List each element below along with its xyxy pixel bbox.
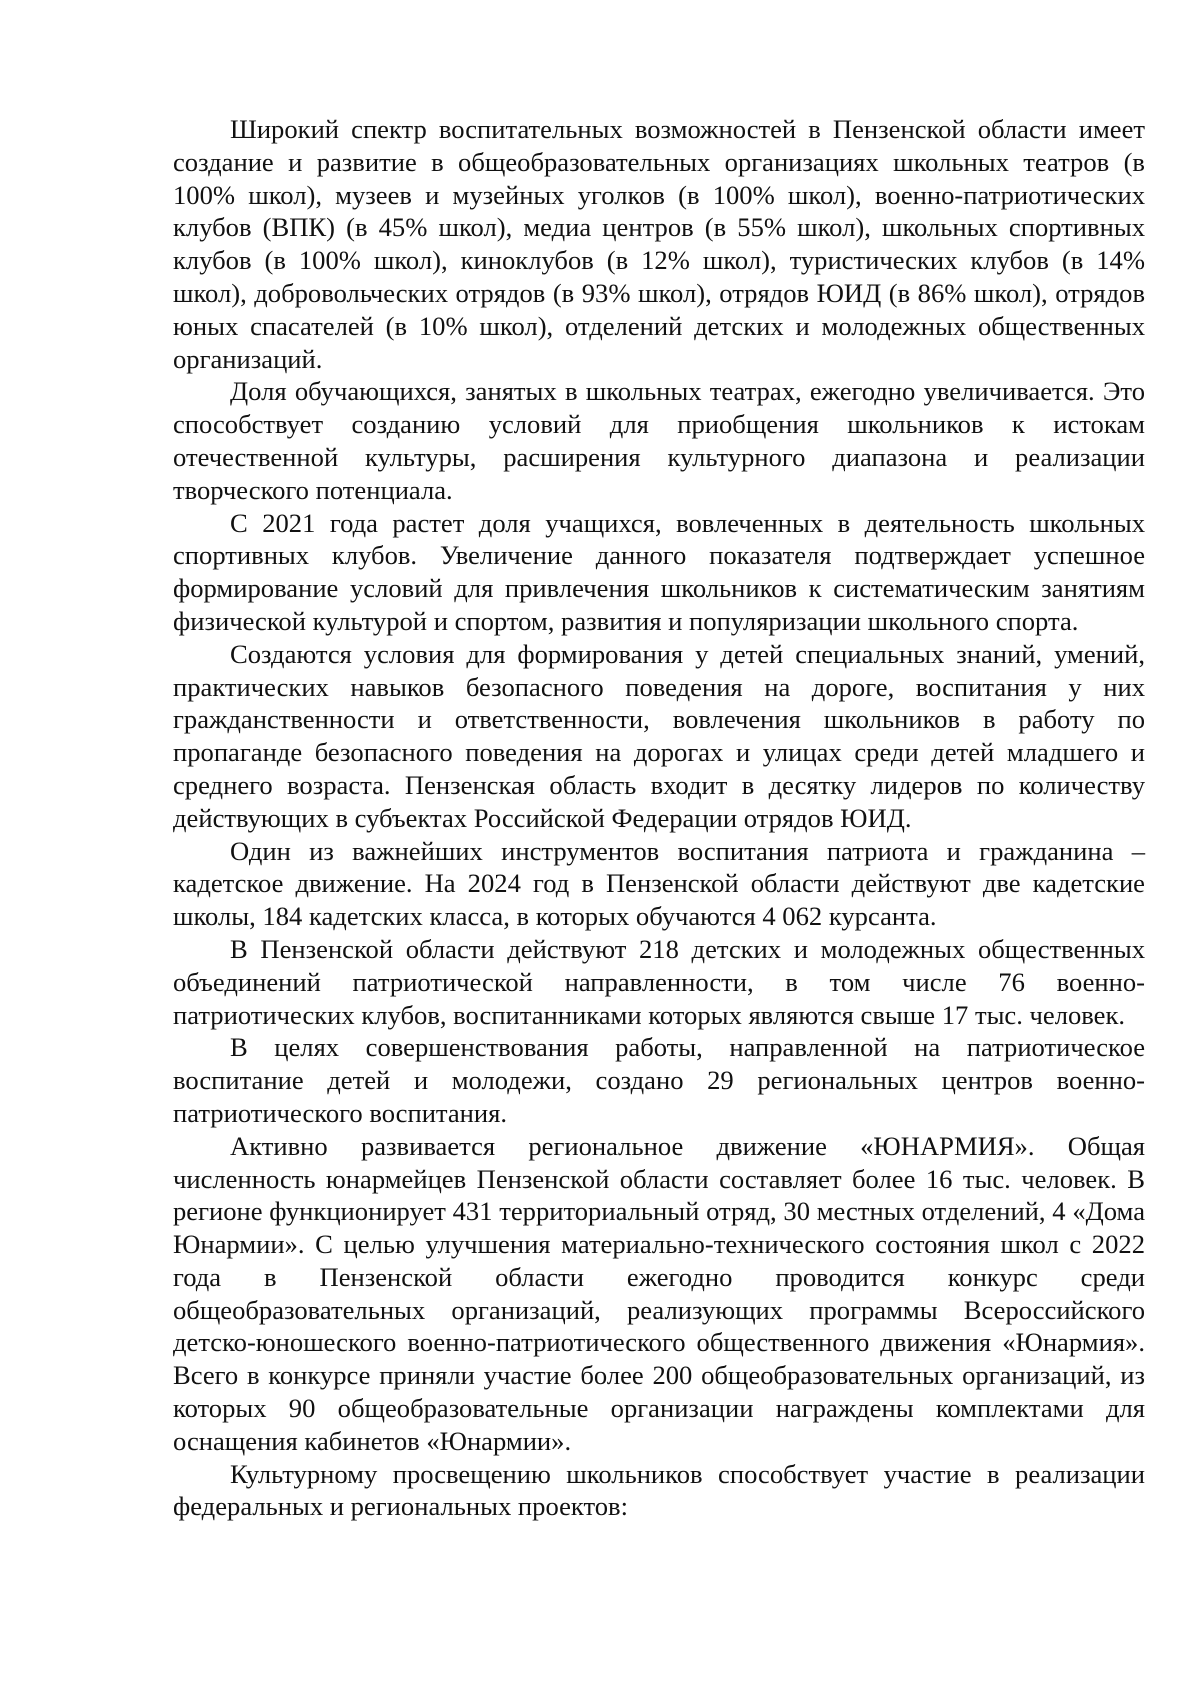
paragraph-road-safety: Создаются условия для формирования у детей специальных знаний, умений, практических навыков безопасного поведения на дороге, воспитания у них гражданственности и ответственности, вовлечения школьников в работу по пропаганде безопасного поведения на дорогах и улицах среди детей младшего и среднего возраста. Пензенская область входит в десятку лидеров по количеству действующих в субъектах Российской Федерации отрядов ЮИД. — [173, 638, 1145, 833]
document-body — [173, 113, 1145, 1523]
paragraph-school-opportunities: Широкий спектр воспитательных возможностей в Пензенской области имеет создание и развитие в общеобразовательных организациях школьных театров (в 100% школ), музеев и музейных уголков (в 100% школ), военно-патриотических клубов (ВПК) (в 45% школ), медиа центров (в 55% школ), школьных спортивных клубов (в 100% школ), киноклубов (в 12% школ), туристических клубов (в 14% школ), добровольческих отрядов (в 93% школ), отрядов ЮИД (в 86% школ), отрядов юных спасателей (в 10% школ), отделений детских и молодежных общественных организаций. — [173, 114, 1145, 374]
paragraph-yunarmia: Активно развивается региональное движение «ЮНАРМИЯ». Общая численность юнармейцев Пензенской области составляет более 16 тыс. человек. В регионе функционирует 431 территориальный отряд, 30 местных отделений, 4 «Дома Юнармии». С целью улучшения материально-технического состояния школ с 2022 года в Пензенской области ежегодно проводится конкурс среди общеобразовательных организаций, реализующих программы Всероссийского детско-юношеского военно-патриотического общественного движения «Юнармия». Всего в конкурсе приняли участие более 200 общеобразовательных организаций, из которых 90 общеобразовательные организации награждены комплектами для оснащения кабинетов «Юнармии». — [173, 1130, 1145, 1456]
paragraph-regional-centers: В целях совершенствования работы, направленной на патриотическое воспитание детей и молодежи, создано 29 региональных центров военно-патриотического воспитания. — [173, 1032, 1145, 1128]
paragraph-patriotic-associations: В Пензенской области действуют 218 детских и молодежных общественных объединений патриотической направленности, в том числе 76 военно-патриотических клубов, воспитанниками которых являются свыше 17 тыс. человек. — [173, 933, 1145, 1030]
paragraph-cultural-education: Культурному просвещению школьников способствует участие в реализации федеральных и региональных проектов: — [173, 1458, 1145, 1522]
paragraph-sports-clubs: С 2021 года растет доля учащихся, вовлеченных в деятельность школьных спортивных клубов. Увеличение данного показателя подтверждает успешное формирование условий для привлечения школьников к систематическим занятиям физической культурой и спортом, развития и популяризации школьного спорта. — [173, 507, 1145, 636]
paragraph-school-theatres: Доля обучающихся, занятых в школьных театрах, ежегодно увеличивается. Это способствует созданию условий для приобщения школьников к истокам отечественной культуры, расширения культурного диапазона и реализации творческого потенциала. — [173, 376, 1145, 505]
paragraph-cadet-movement: Один из важнейших инструментов воспитания патриота и гражданина – кадетское движение. На 2024 год в Пензенской области действуют две кадетские школы, 184 кадетских класса, в которых обучаются 4 062 курсанта. — [173, 835, 1145, 932]
